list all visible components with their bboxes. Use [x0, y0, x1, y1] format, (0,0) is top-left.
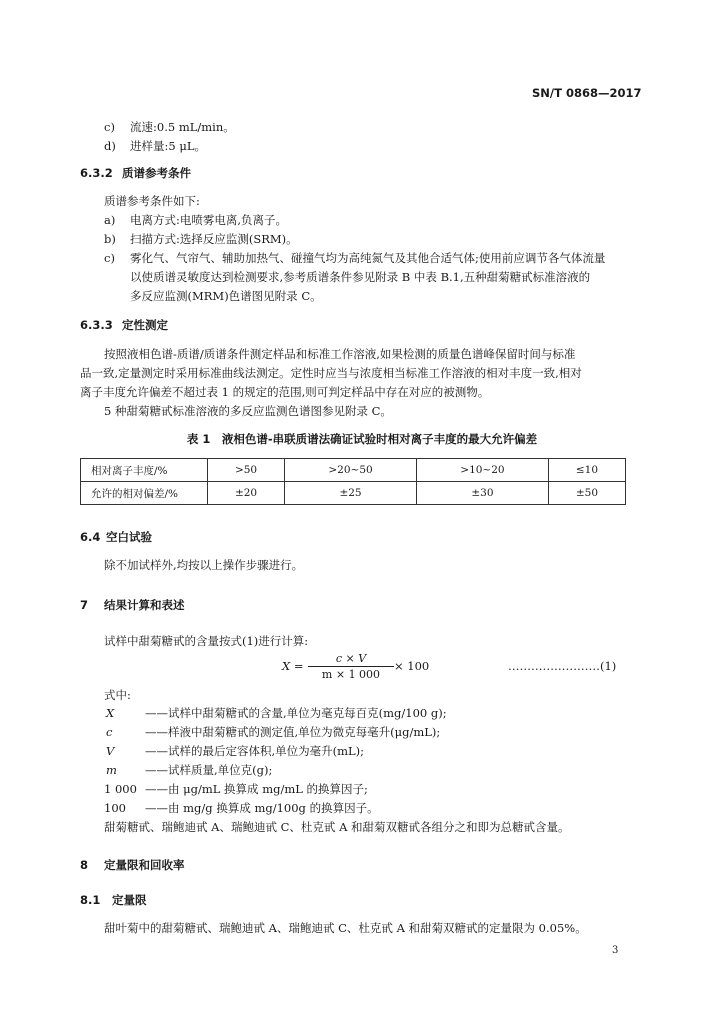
list-item-text: 以使质谱灵敏度达到检测要求,参考质谱条件参见附录 B 中表 B.1,五种甜菊糖甙标准溶液的 — [130, 270, 591, 284]
list-marker: a) — [104, 213, 116, 227]
table-cell: ≤10 — [548, 459, 625, 482]
paragraph: 离子丰度允许偏差不超过表 1 的规定的范围,则可判定样品中存在对应的被测物。 — [80, 385, 490, 399]
symbol: V — [106, 744, 115, 758]
symbol-definition: ——试样的最后定容体积,单位为毫升(mL); — [145, 744, 365, 758]
table-cell: >10~20 — [416, 459, 548, 482]
section-title: 定量限和回收率 — [104, 858, 185, 872]
fraction-bar — [308, 666, 394, 667]
paragraph: 品一致,定量测定时采用标准曲线法测定。定性时应当与浓度相当标准工作溶液的相对丰度一致,相对 — [80, 366, 582, 380]
table-cell: ±25 — [285, 482, 417, 505]
list-item-text: 电离方式:电喷雾电离,负离子。 — [130, 213, 288, 227]
paragraph: 试样中甜菊糖甙的含量按式(1)进行计算: — [104, 634, 309, 648]
section-number: 8.1 — [80, 893, 101, 907]
table-cell: >20~50 — [285, 459, 417, 482]
section-title: 定量限 — [112, 893, 147, 907]
formula-fraction — [308, 652, 394, 681]
formula-lhs: X = — [282, 659, 304, 673]
table-row — [81, 459, 626, 482]
section-title: 结果计算和表述 — [104, 598, 185, 612]
symbol: 100 — [104, 801, 126, 815]
section-title: 质谱参考条件 — [122, 166, 191, 180]
formula-denominator: m × 1 000 — [321, 668, 381, 681]
list-item-text: 多反应监测(MRM)色谱图见附录 C。 — [130, 289, 322, 303]
table-cell: ±20 — [208, 482, 285, 505]
table-cell: >50 — [208, 459, 285, 482]
paragraph: 甜叶菊中的甜菊糖甙、瑞鲍迪甙 A、瑞鲍迪甙 C、杜克甙 A 和甜菊双糖甙的定量限为 0.05%。 — [104, 921, 587, 935]
paragraph: 按照液相色谱-质谱/质谱条件测定样品和标准工作溶液,如果检测的质量色谱峰保留时间与标准 — [104, 347, 576, 361]
section-title: 空白试验 — [106, 530, 152, 544]
symbol: m — [106, 763, 117, 777]
symbol: X — [106, 706, 115, 720]
section-title: 定性测定 — [122, 318, 168, 332]
list-marker: c) — [104, 120, 115, 134]
symbol-definition: ——由 μg/mL 换算成 mg/mL 的换算因子; — [145, 782, 368, 796]
section-number: 7 — [80, 598, 89, 612]
section-number: 6.3.2 — [80, 166, 113, 180]
document-id: SN/T 0868—2017 — [532, 86, 642, 100]
table-caption: 表 1 液相色谱-串联质谱法确证试验时相对离子丰度的最大允许偏差 — [186, 432, 538, 446]
list-marker: d) — [104, 139, 116, 153]
formula-numerator: c × V — [335, 652, 367, 665]
paragraph: 除不加试样外,均按以上操作步骤进行。 — [104, 558, 304, 572]
formula-factor: × 100 — [394, 659, 430, 673]
relative-abundance-table — [80, 458, 626, 505]
list-item-text: 扫描方式:选择反应监测(SRM)。 — [130, 232, 298, 246]
symbol-definition: ——样液中甜菊糖甙的测定值,单位为微克每毫升(μg/mL); — [145, 725, 441, 739]
symbol-definition: ——试样中甜菊糖甙的含量,单位为毫克每百克(mg/100 g); — [145, 706, 447, 720]
table-cell: ±50 — [548, 482, 625, 505]
list-marker: c) — [104, 251, 115, 265]
section-number: 6.4 — [80, 530, 101, 544]
section-number: 8 — [80, 858, 89, 872]
list-marker: b) — [104, 232, 116, 246]
table-cell: ±30 — [416, 482, 548, 505]
section-number: 6.3.3 — [80, 318, 113, 332]
list-item-text: 雾化气、气帘气、辅助加热气、碰撞气均为高纯氮气及其他合适气体;使用前应调节各气体流量 — [130, 251, 606, 265]
symbol-definition: ——试样质量,单位克(g); — [145, 763, 273, 777]
where-label: 式中: — [104, 688, 131, 702]
symbol: c — [106, 725, 113, 739]
page-number: 3 — [612, 945, 619, 956]
symbol-definition: ——由 mg/g 换算成 mg/100g 的换算因子。 — [145, 801, 379, 815]
table-row — [81, 482, 626, 505]
equation-number: ……………………(1) — [508, 659, 617, 673]
symbol: 1 000 — [104, 782, 137, 796]
table-cell: 相对离子丰度/% — [81, 459, 208, 482]
paragraph: 质谱参考条件如下: — [104, 194, 200, 208]
paragraph: 甜菊糖甙、瑞鲍迪甙 A、瑞鲍迪甙 C、杜克甙 A 和甜菊双糖甙各组分之和即为总糖甙含量。 — [104, 820, 570, 834]
table-cell: 允许的相对偏差/% — [81, 482, 208, 505]
paragraph: 5 种甜菊糖甙标准溶液的多反应监测色谱图参见附录 C。 — [104, 404, 392, 418]
list-item-text: 流速:0.5 mL/min。 — [130, 120, 235, 134]
list-item-text: 进样量:5 μL。 — [130, 139, 206, 153]
